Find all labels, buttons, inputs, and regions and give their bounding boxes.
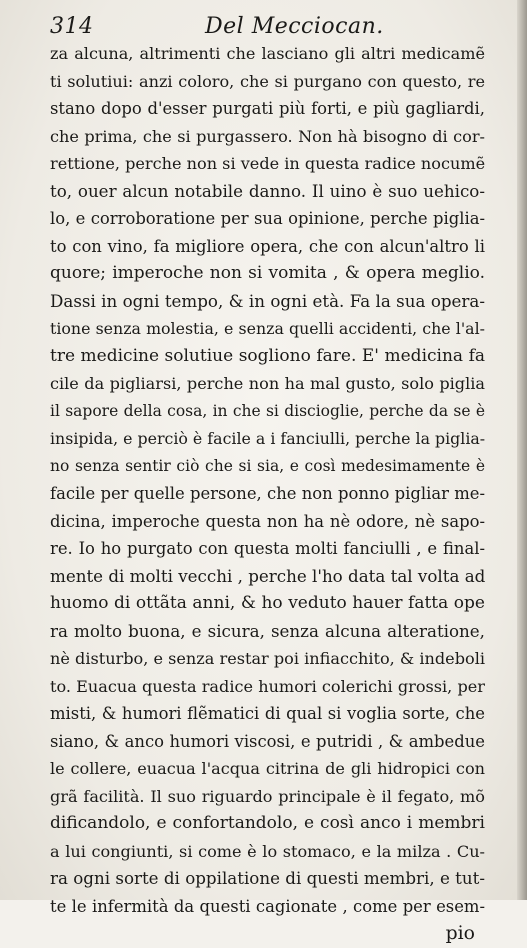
- text-line: misti, & humori flẽmatici di qual si voglia sorte, che: [50, 704, 485, 723]
- text-line: nè disturbo, e senza restar poi infiacchito, & indeboli: [50, 649, 485, 668]
- page-edge-shadow: [517, 0, 527, 900]
- page-number: 314: [50, 14, 94, 39]
- text-line: rettione, perche non si vede in questa radice nocumẽ: [50, 154, 486, 173]
- text-line: Dassi in ogni tempo, & in ogni età. Fa la sua opera-: [50, 290, 485, 311]
- text-line: za alcuna, altrimenti che lasciano gli altri medicamẽ: [50, 44, 485, 63]
- text-line: dificandolo, e confortandolo, e così anco i membri: [50, 813, 485, 833]
- body-text: [50, 40, 485, 948]
- text-line: to, ouer alcun notabile danno. Il uino è suo uehico-: [50, 180, 485, 201]
- text-line: tione senza molestia, e senza quelli accidenti, che l'al-: [50, 319, 485, 338]
- running-head: Del Mecciocan.: [205, 14, 384, 39]
- text-line: cile da pigliarsi, perche non ha mal gusto, solo piglia: [50, 374, 485, 393]
- text-line: no senza sentir ciò che si sia, e così medesimamente è: [50, 456, 485, 475]
- text-line: stano dopo d'esser purgati più forti, e più gagliardi,: [50, 99, 485, 118]
- text-line: to. Euacua questa radice humori colerichi grossi, per: [50, 676, 485, 696]
- text-line: re. Io ho purgato con questa molti fanciulli , e final-: [50, 539, 485, 558]
- text-line: ti solutiui: anzi coloro, che si purgano con questo, re: [50, 71, 485, 91]
- text-line: lo, e corroboratione per sua opinione, perche piglia-: [50, 209, 485, 228]
- text-line: mente di molti vecchi , perche l'ho data tal volta ad: [50, 565, 486, 586]
- text-line: to con vino, fa migliore opera, che con alcun'altro li: [50, 236, 485, 256]
- text-line: quore; imperoche non si vomita , & opera meglio.: [50, 263, 485, 283]
- text-line: ra ogni sorte di oppilatione di questi membri, e tut-: [50, 868, 485, 888]
- catchword: pio: [445, 923, 475, 944]
- text-line: grã facilità. Il suo riguardo principale è il fegato, mõ: [50, 786, 485, 806]
- text-line: tre medicine solutiue sogliono fare. E' medicina fa: [50, 345, 485, 366]
- text-line: le collere, euacua l'acqua citrina de gli hidropici con: [50, 759, 485, 778]
- text-line: dicina, imperoche questa non ha nè odore, nè sapo-: [50, 511, 485, 531]
- text-line: huomo di ottãta anni, & ho veduto hauer fatta ope: [50, 593, 485, 613]
- text-line: a lui congiunti, si come è lo stomaco, e la milza . Cu-: [50, 841, 485, 861]
- text-line: ra molto buona, e sicura, senza alcuna alteratione,: [50, 620, 485, 641]
- text-line: che prima, che si purgassero. Non hà bisogno di cor-: [50, 126, 485, 146]
- text-line: facile per quelle persone, che non ponno pigliar me-: [50, 484, 485, 503]
- text-line: insipida, e perciò è facile a i fanciulli, perche la piglia-: [50, 429, 486, 448]
- text-line: siano, & anco humori viscosi, e putridi , & ambedue: [50, 731, 485, 751]
- text-line: te le infermità da questi cagionate , come per esem-: [50, 896, 485, 916]
- text-line: il sapore della cosa, in che si discioglie, perche da se è: [50, 401, 485, 420]
